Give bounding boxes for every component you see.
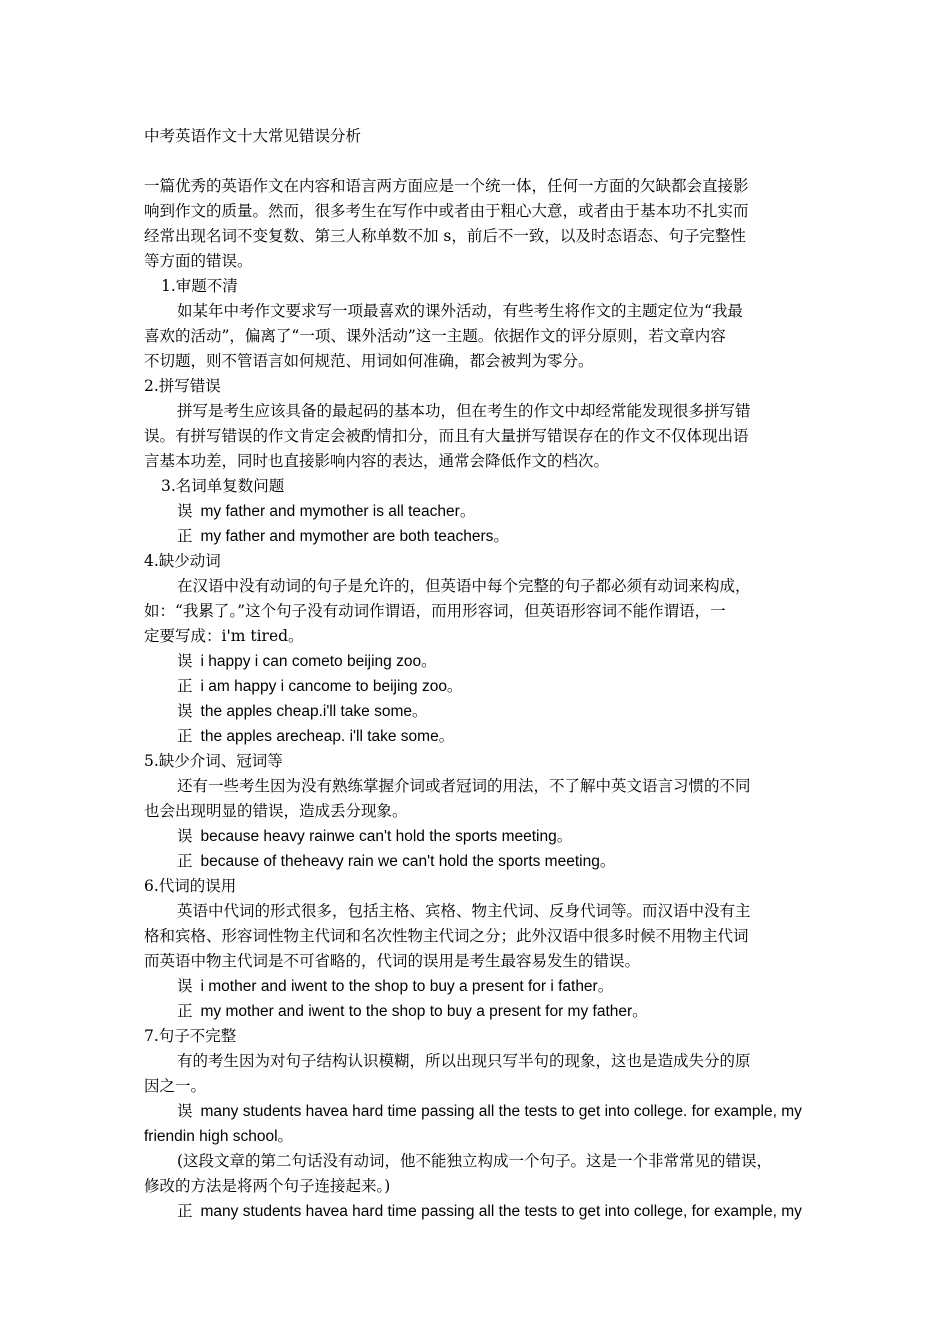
section-7-line: 因之一。 <box>144 1077 207 1095</box>
section-heading-6: 6.代词的误用 <box>144 877 237 895</box>
section-6-line: 格和宾格、形容词性物主代词和名次性物主代词之分；此外汉语中很多时候不用物主代词 <box>144 927 749 945</box>
section-heading-2: 2.拼写错误 <box>144 377 221 395</box>
intro-line: 响到作文的质量。然而，很多考生在写作中或者由于粗心大意，或者由于基本功不扎实而 <box>144 202 749 220</box>
example-text: i happy i can cometo beijing zoo。 <box>200 653 437 670</box>
section-heading-7: 7.句子不完整 <box>144 1027 237 1045</box>
wrong-tag: 误 <box>177 977 193 995</box>
correct-example <box>144 1199 812 1224</box>
section-4-line: 如：“我累了。”这个句子没有动词作谓语，而用形容词，但英语形容词不能作谓语，一 <box>144 602 726 620</box>
wrong-tag: 误 <box>177 702 193 720</box>
example-text: because heavy rainwe can't hold the sports meeting。 <box>200 828 573 845</box>
example-text: the apples arecheap. i'll take some。 <box>200 728 455 745</box>
example-text: many students havea hard time passing all the tests to get into college, for example, my <box>200 1203 802 1220</box>
example-text: the apples cheap.i'll take some。 <box>200 703 428 720</box>
correct-tag: 正 <box>177 727 193 745</box>
section-1-line: 喜欢的活动”，偏离了“一项、课外活动”这一主题。依据作文的评分原则，若文章内容 <box>144 327 726 345</box>
example-text: because of theheavy rain we can't hold the sports meeting。 <box>200 853 616 870</box>
correct-tag: 正 <box>177 852 193 870</box>
wrong-example <box>144 699 812 724</box>
section-heading-4: 4.缺少动词 <box>144 552 221 570</box>
section-2-line: 误。有拼写错误的作文肯定会被酌情扣分，而且有大量拼写错误存在的作文不仅体现出语 <box>144 427 749 445</box>
note-line: (这段文章的第二句话没有动词，他不能独立构成一个句子。这是一个非常常见的错误， <box>177 1152 773 1170</box>
section-2-line: 拼写是考生应该具备的最起码的基本功，但在考生的作文中却经常能发现很多拼写错 <box>177 402 751 420</box>
section-5-line: 还有一些考生因为没有熟练掌握介词或者冠词的用法，不了解中英文语言习惯的不同 <box>177 777 751 795</box>
section-heading-3: 3.名词单复数问题 <box>161 477 285 495</box>
correct-example <box>144 674 812 699</box>
wrong-tag: 误 <box>177 502 193 520</box>
section-4-line: 定要写成：i'm tired。 <box>144 627 304 645</box>
correct-example <box>144 849 812 874</box>
wrong-example <box>144 824 812 849</box>
correct-example <box>144 999 812 1024</box>
example-text: my father and mymother is all teacher。 <box>200 503 476 520</box>
correct-example <box>144 524 812 549</box>
example-text: my father and mymother are both teachers。 <box>200 528 509 545</box>
correct-tag: 正 <box>177 1002 193 1020</box>
example-text-continued: friendin high school。 <box>144 1128 294 1145</box>
document-body <box>144 124 812 1224</box>
example-text: i mother and iwent to the shop to buy a present for i father。 <box>200 978 614 995</box>
section-1-line: 不切题，则不管语言如何规范、用词如何准确，都会被判为零分。 <box>144 352 594 370</box>
intro-line: 一篇优秀的英语作文在内容和语言两方面应是一个统一体，任何一方面的欠缺都会直接影 <box>144 177 749 195</box>
correct-tag: 正 <box>177 1202 193 1220</box>
example-text: many students havea hard time passing all the tests to get into college. for example, my <box>200 1103 802 1120</box>
correct-tag: 正 <box>177 527 193 545</box>
document-title: 中考英语作文十大常见错误分析 <box>144 127 362 145</box>
wrong-example <box>144 974 812 999</box>
wrong-example <box>144 649 812 674</box>
intro-paragraph <box>144 174 812 274</box>
wrong-tag: 误 <box>177 827 193 845</box>
correct-example <box>144 724 812 749</box>
wrong-tag: 误 <box>177 652 193 670</box>
note-line: 修改的方法是将两个句子连接起来。) <box>144 1177 391 1195</box>
section-7-line: 有的考生因为对句子结构认识模糊，所以出现只写半句的现象，这也是造成失分的原 <box>177 1052 751 1070</box>
section-heading-5: 5.缺少介词、冠词等 <box>144 752 283 770</box>
example-text: i am happy i cancome to beijing zoo。 <box>200 678 463 695</box>
correct-tag: 正 <box>177 677 193 695</box>
wrong-example <box>144 499 812 524</box>
example-text: my mother and iwent to the shop to buy a present for my father。 <box>200 1003 648 1020</box>
section-heading-1: 1.审题不清 <box>161 277 238 295</box>
section-6-line: 而英语中物主代词是不可省略的，代词的误用是考生最容易发生的错误。 <box>144 952 641 970</box>
section-1-line: 如某年中考作文要求写一项最喜欢的课外活动，有些考生将作文的主题定位为“我最 <box>177 302 743 320</box>
wrong-example <box>144 1099 812 1124</box>
section-5-line: 也会出现明显的错误，造成丢分现象。 <box>144 802 408 820</box>
intro-line: 等方面的错误。 <box>144 252 253 270</box>
section-6-line: 英语中代词的形式很多，包括主格、宾格、物主代词、反身代词等。而汉语中没有主 <box>177 902 751 920</box>
section-4-line: 在汉语中没有动词的句子是允许的，但英语中每个完整的句子都必须有动词来构成， <box>177 577 751 595</box>
wrong-tag: 误 <box>177 1102 193 1120</box>
intro-line: 经常出现名词不变复数、第三人称单数不加 s，前后不一致，以及时态语态、句子完整性 <box>144 227 746 245</box>
section-2-line: 言基本功差，同时也直接影响内容的表达，通常会降低作文的档次。 <box>144 452 610 470</box>
